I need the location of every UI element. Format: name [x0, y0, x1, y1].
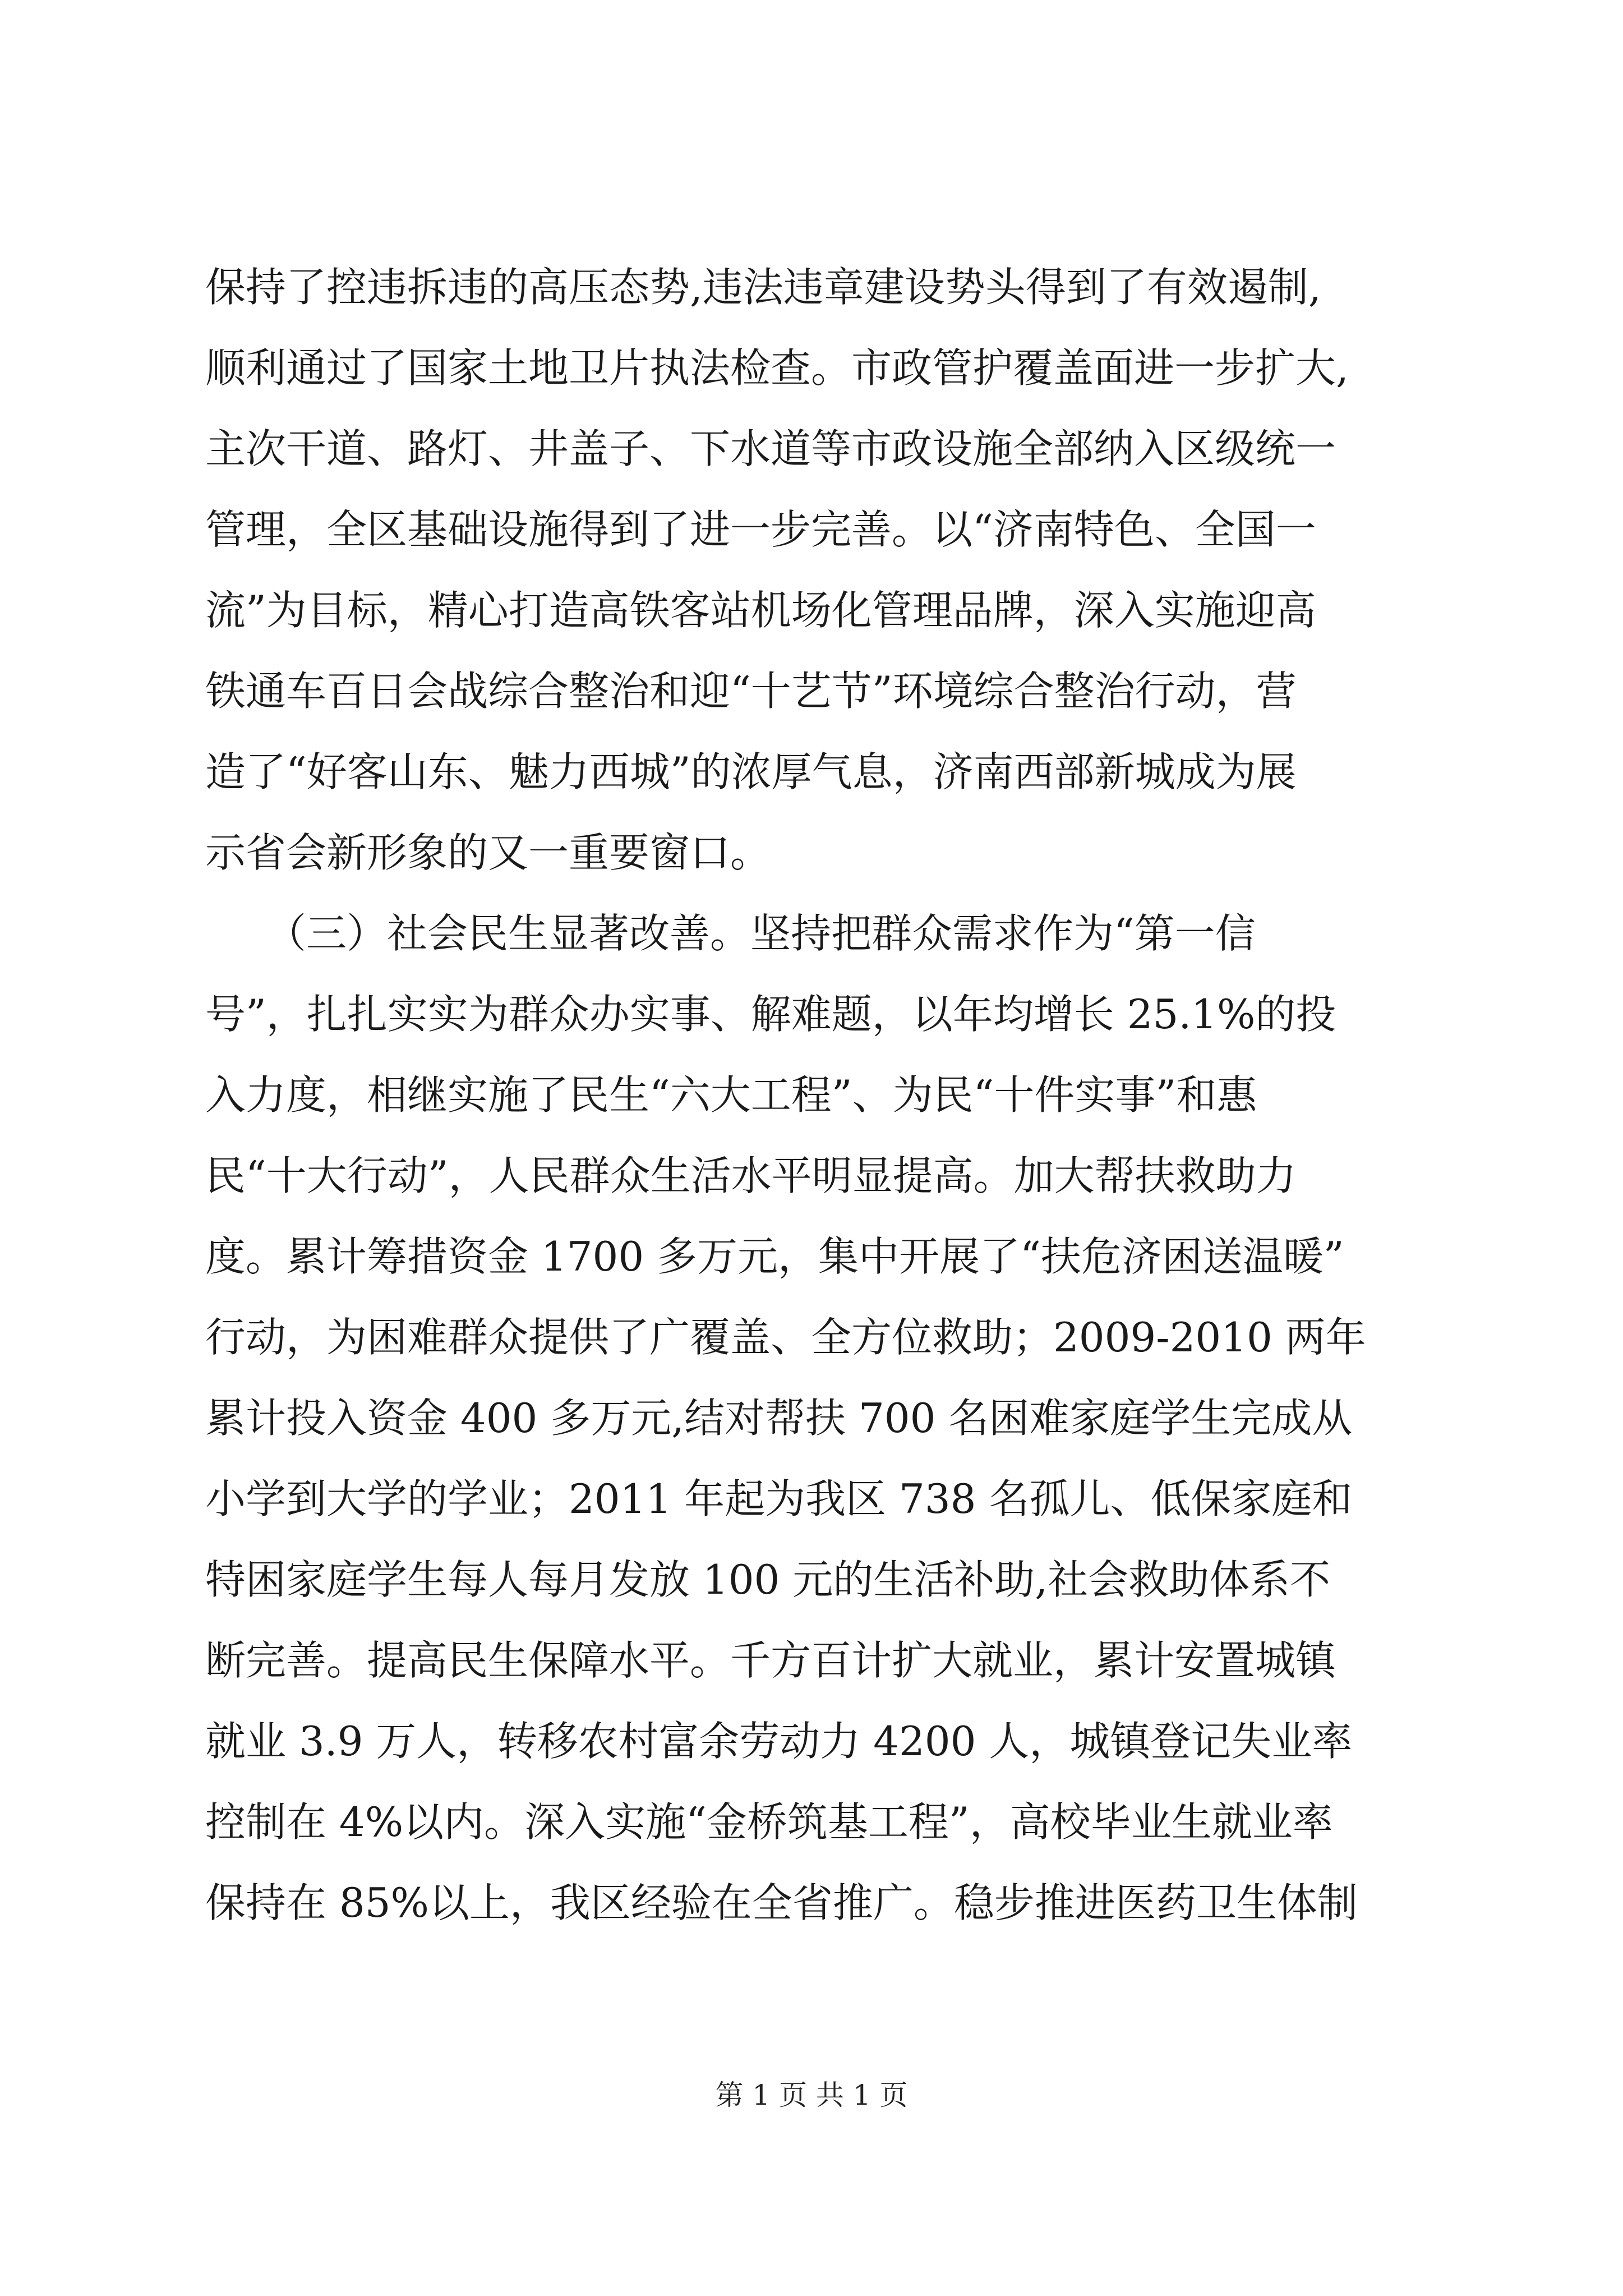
text-line-9: （三）社会民生显著改善。坚持把群众需求作为“第一信	[205, 910, 1256, 957]
text-line-7: 造了“好客山东、魅力西城”的浓厚气息，济南西部新城成为展	[205, 748, 1297, 795]
text-line-8: 示省会新形象的又一重要窗口。	[205, 829, 771, 876]
text-line-1: 保持了控违拆违的高压态势,违法违章建设势头得到了有效遏制,	[205, 264, 1321, 311]
text-line-17: 特困家庭学生每人每月发放 100 元的生活补助,社会救助体系不	[205, 1556, 1331, 1603]
text-line-11: 入力度，相继实施了民生“六大工程”、为民“十件实事”和惠	[205, 1071, 1257, 1119]
text-line-15: 累计投入资金 400 多万元,结对帮扶 700 名困难家庭学生完成从	[205, 1395, 1353, 1442]
text-line-18: 断完善。提高民生保障水平。千方百计扩大就业，累计安置城镇	[205, 1637, 1336, 1684]
text-line-13: 度。累计筹措资金 1700 多万元，集中开展了“扶危济困送温暖”	[205, 1233, 1344, 1280]
text-line-5: 流”为目标，精心打造高铁客站机场化管理品牌，深入实施迎高	[205, 587, 1316, 634]
text-line-4: 管理，全区基础设施得到了进一步完善。以“济南特色、全国一	[205, 506, 1316, 553]
text-line-20: 控制在 4%以内。深入实施“金桥筑基工程”，高校毕业生就业率	[205, 1798, 1333, 1846]
page-footer: 第 1 页 共 1 页	[715, 2079, 908, 2111]
text-line-16: 小学到大学的学业；2011 年起为我区 738 名孤儿、低保家庭和	[205, 1475, 1353, 1522]
text-line-19: 就业 3.9 万人，转移农村富余劳动力 4200 人，城镇登记失业率	[205, 1718, 1353, 1765]
text-line-21: 保持在 85%以上，我区经验在全省推广。稳步推进医药卫生体制	[205, 1879, 1358, 1926]
text-line-2: 顺利通过了国家土地卫片执法检查。市政管护覆盖面进一步扩大,	[205, 344, 1349, 392]
text-line-12: 民“十大行动”，人民群众生活水平明显提高。加大帮扶救助力	[205, 1152, 1297, 1199]
text-line-6: 铁通车百日会战综合整治和迎“十艺节”环境综合整治行动，营	[205, 668, 1297, 715]
text-line-14: 行动，为困难群众提供了广覆盖、全方位救助；2009-2010 两年	[205, 1314, 1366, 1361]
text-line-10: 号”，扎扎实实为群众办实事、解难题，以年均增长 25.1%的投	[205, 991, 1336, 1038]
text-line-3: 主次干道、路灯、井盖子、下水道等市政设施全部纳入区级统一	[205, 425, 1336, 472]
body-text	[205, 247, 1439, 1943]
